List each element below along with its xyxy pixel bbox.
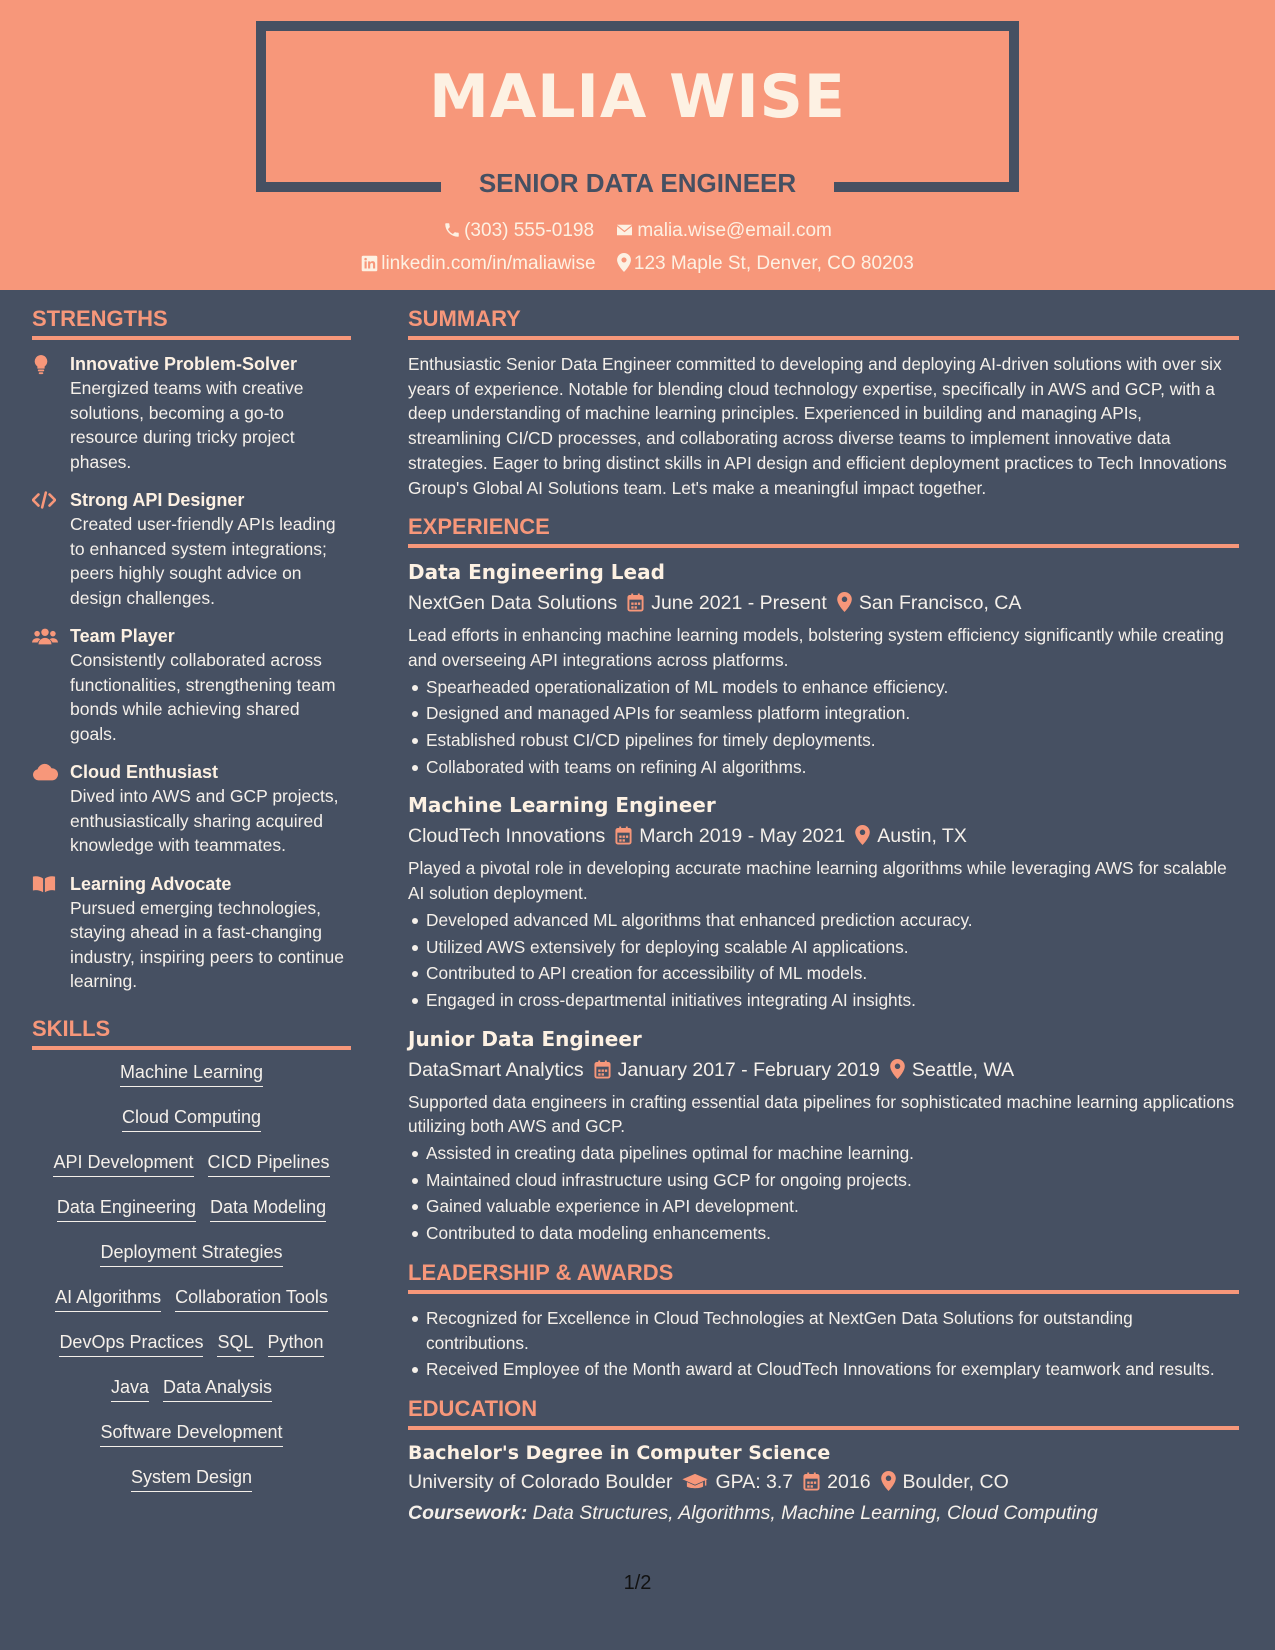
strength-title: Strong API Designer [70, 490, 245, 510]
skill-tag: System Design [131, 1467, 252, 1492]
coursework-label: Coursework: [408, 1501, 528, 1524]
list-item: Collaborated with teams on refining AI algorithms. [408, 755, 1239, 780]
linkedin-text: linkedin.com/in/maliawise [381, 253, 596, 274]
job-meta [408, 589, 1239, 617]
calendar-icon [803, 1472, 820, 1491]
strength-desc: Energized teams with creative solutions, becoming a go-to resource during tricky project phases. [70, 378, 304, 472]
skill-tag: Machine Learning [120, 1062, 263, 1087]
skill-tag: API Development [53, 1152, 193, 1177]
edu-degree: Bachelor's Degree in Computer Science [408, 1441, 831, 1464]
skill-tag: Data Analysis [163, 1377, 272, 1402]
map-pin-icon [617, 253, 631, 272]
education-entry [408, 1442, 1239, 1525]
contact-email[interactable] [615, 220, 832, 242]
job-company: DataSmart Analytics [408, 1058, 584, 1081]
map-pin-icon [837, 592, 852, 612]
list-item: Received Employee of the Month award at CloudTech Innovations for exemplary teamwork and results. [408, 1357, 1239, 1382]
strength-item [32, 624, 351, 746]
skill-tag: Collaboration Tools [175, 1287, 328, 1312]
map-pin-icon [881, 1471, 896, 1491]
education-heading: EDUCATION [408, 1396, 1239, 1430]
graduation-cap-icon [682, 1473, 708, 1491]
code-icon [32, 491, 56, 509]
contact-phone[interactable] [443, 220, 594, 242]
email-text: malia.wise@email.com [637, 220, 832, 241]
contact-row-2 [0, 253, 1275, 275]
edu-school: University of Colorado Boulder [408, 1470, 673, 1493]
left-column [32, 306, 351, 1512]
summary-text: Enthusiastic Senior Data Engineer committed to developing and deploying AI-driven solutions with over six years of experience. Notable for blending cloud technology expertise, specifically in AWS and GCP, with a deep understanding of machine learning principles. Experienced in building and managing APIs, streamlining CI/CD processes, and collaborating across diverse teams to implement innovative data strategies. Eager to bring distinct skills in API design and efficient deployment practices to Tech Innovations Group's Global AI Solutions team. Let's make a meaningful impact together. [408, 354, 1227, 498]
job-description: Lead efforts in enhancing machine learning models, bolstering system efficiency significantly while creating and overseeing API integrations across platforms. [408, 625, 1224, 670]
summary-heading: SUMMARY [408, 306, 1239, 340]
skills-heading: SKILLS [32, 1016, 351, 1050]
strength-title: Innovative Problem-Solver [70, 354, 298, 374]
job-description: Supported data engineers in crafting essential data pipelines for sophisticated machine learning applications utilizing both AWS and GCP. [408, 1091, 1235, 1137]
skill-tag: Deployment Strategies [100, 1242, 282, 1267]
edu-location: Boulder, CO [902, 1470, 1009, 1493]
lightbulb-icon [32, 355, 50, 375]
linkedin-icon [361, 255, 378, 272]
strength-title: Cloud Enthusiast [70, 762, 218, 782]
address-text: 123 Maple St, Denver, CO 80203 [633, 253, 914, 274]
calendar-icon [615, 826, 632, 845]
skill-tag: Data Engineering [57, 1197, 196, 1222]
strength-title: Learning Advocate [70, 873, 232, 894]
list-item: Established robust CI/CD pipelines for timely deployments. [408, 728, 1239, 753]
job-location: Austin, TX [877, 825, 967, 848]
skill-tag: Cloud Computing [122, 1107, 261, 1132]
resume-header [0, 0, 1275, 290]
job-location: San Francisco, CA [858, 592, 1022, 615]
job-company: NextGen Data Solutions [408, 592, 618, 615]
strength-item [32, 488, 351, 610]
awards-heading: LEADERSHIP & AWARDS [408, 1260, 1239, 1294]
calendar-icon [594, 1060, 611, 1079]
page-number: 1/2 [623, 1572, 652, 1594]
book-icon [32, 875, 56, 893]
candidate-role: SENIOR DATA ENGINEER [478, 168, 797, 198]
contact-row-1 [0, 220, 1275, 242]
edu-meta [408, 1468, 1239, 1496]
job-title: Junior Data Engineer [408, 1026, 642, 1051]
candidate-name: MALIA WISE [429, 62, 846, 132]
skill-tag: Data Modeling [210, 1197, 326, 1222]
skills-list [32, 1062, 351, 1512]
contact-linkedin[interactable] [361, 253, 595, 275]
coursework-text: Data Structures, Algorithms, Machine Learning, Cloud Computing [532, 1501, 1098, 1524]
job-dates: June 2021 - Present [651, 592, 827, 615]
strength-item [32, 760, 351, 858]
list-item: Contributed to API creation for accessibility of ML models. [408, 961, 1239, 986]
list-item: Spearheaded operationalization of ML models to enhance efficiency. [408, 675, 1239, 700]
skill-tag: Java [111, 1377, 149, 1402]
strength-desc: Pursued emerging technologies, staying ahead in a fast-changing industry, inspiring peers to continue learning. [70, 897, 344, 991]
map-pin-icon [890, 1059, 905, 1079]
job-meta [408, 822, 1239, 850]
contact-address [617, 253, 914, 275]
envelope-icon [615, 221, 634, 239]
list-item: Designed and managed APIs for seamless platform integration. [408, 701, 1239, 726]
strengths-heading: STRENGTHS [32, 306, 351, 340]
skill-tag: DevOps Practices [59, 1332, 203, 1357]
users-icon [32, 627, 58, 645]
cloud-icon [32, 763, 58, 781]
right-column [408, 306, 1239, 1525]
skill-tag: Software Development [100, 1422, 282, 1447]
list-item: Contributed to data modeling enhancements. [408, 1221, 1239, 1246]
job-bullets [408, 1141, 1239, 1246]
job-title: Data Engineering Lead [408, 560, 665, 585]
skill-tag: Python [268, 1332, 324, 1357]
strength-item [32, 872, 351, 994]
experience-heading: EXPERIENCE [408, 514, 1239, 548]
job-location: Seattle, WA [911, 1058, 1015, 1081]
list-item: Engaged in cross-departmental initiatives integrating AI insights. [408, 988, 1239, 1013]
job-entry [408, 560, 1239, 779]
list-item: Gained valuable experience in API development. [408, 1194, 1239, 1219]
list-item: Assisted in creating data pipelines optimal for machine learning. [408, 1141, 1239, 1166]
skill-tag: AI Algorithms [55, 1287, 161, 1312]
job-dates: March 2019 - May 2021 [639, 825, 846, 848]
job-company: CloudTech Innovations [408, 825, 606, 848]
phone-text: (303) 555-0198 [464, 220, 595, 241]
edu-coursework [408, 1502, 1239, 1525]
list-item: Developed advanced ML algorithms that enhanced prediction accuracy. [408, 908, 1239, 933]
job-entry [408, 793, 1239, 1012]
job-bullets [408, 908, 1239, 1013]
job-meta [408, 1056, 1239, 1084]
list-item: Recognized for Excellence in Cloud Technologies at NextGen Data Solutions for outstanding contributions. [408, 1306, 1239, 1355]
phone-icon [443, 221, 461, 239]
job-bullets [408, 675, 1239, 780]
skill-tag: CICD Pipelines [208, 1152, 330, 1177]
job-entry [408, 1027, 1239, 1246]
job-title: Machine Learning Engineer [408, 793, 716, 818]
strength-item [32, 352, 351, 474]
list-item: Maintained cloud infrastructure using GCP for ongoing projects. [408, 1168, 1239, 1193]
strength-title: Team Player [70, 626, 175, 646]
map-pin-icon [855, 825, 870, 845]
strength-desc: Consistently collaborated across functionalities, strengthening team bonds while achieving shared goals. [70, 650, 336, 744]
awards-list [408, 1306, 1239, 1382]
strength-desc: Created user-friendly APIs leading to enhanced system integrations; peers highly sought advice on design challenges. [70, 514, 336, 608]
strength-desc: Dived into AWS and GCP projects, enthusiastically sharing acquired knowledge with teammates. [70, 786, 339, 855]
job-description: Played a pivotal role in developing accurate machine learning algorithms while leveraging AWS for scalable AI solution deployment. [408, 858, 1227, 904]
edu-year: 2016 [827, 1470, 871, 1493]
calendar-icon [627, 593, 644, 612]
skill-tag: SQL [217, 1332, 253, 1357]
edu-gpa: GPA: 3.7 [715, 1470, 794, 1493]
job-dates: January 2017 - February 2019 [617, 1058, 880, 1081]
list-item: Utilized AWS extensively for deploying scalable AI applications. [408, 935, 1239, 960]
